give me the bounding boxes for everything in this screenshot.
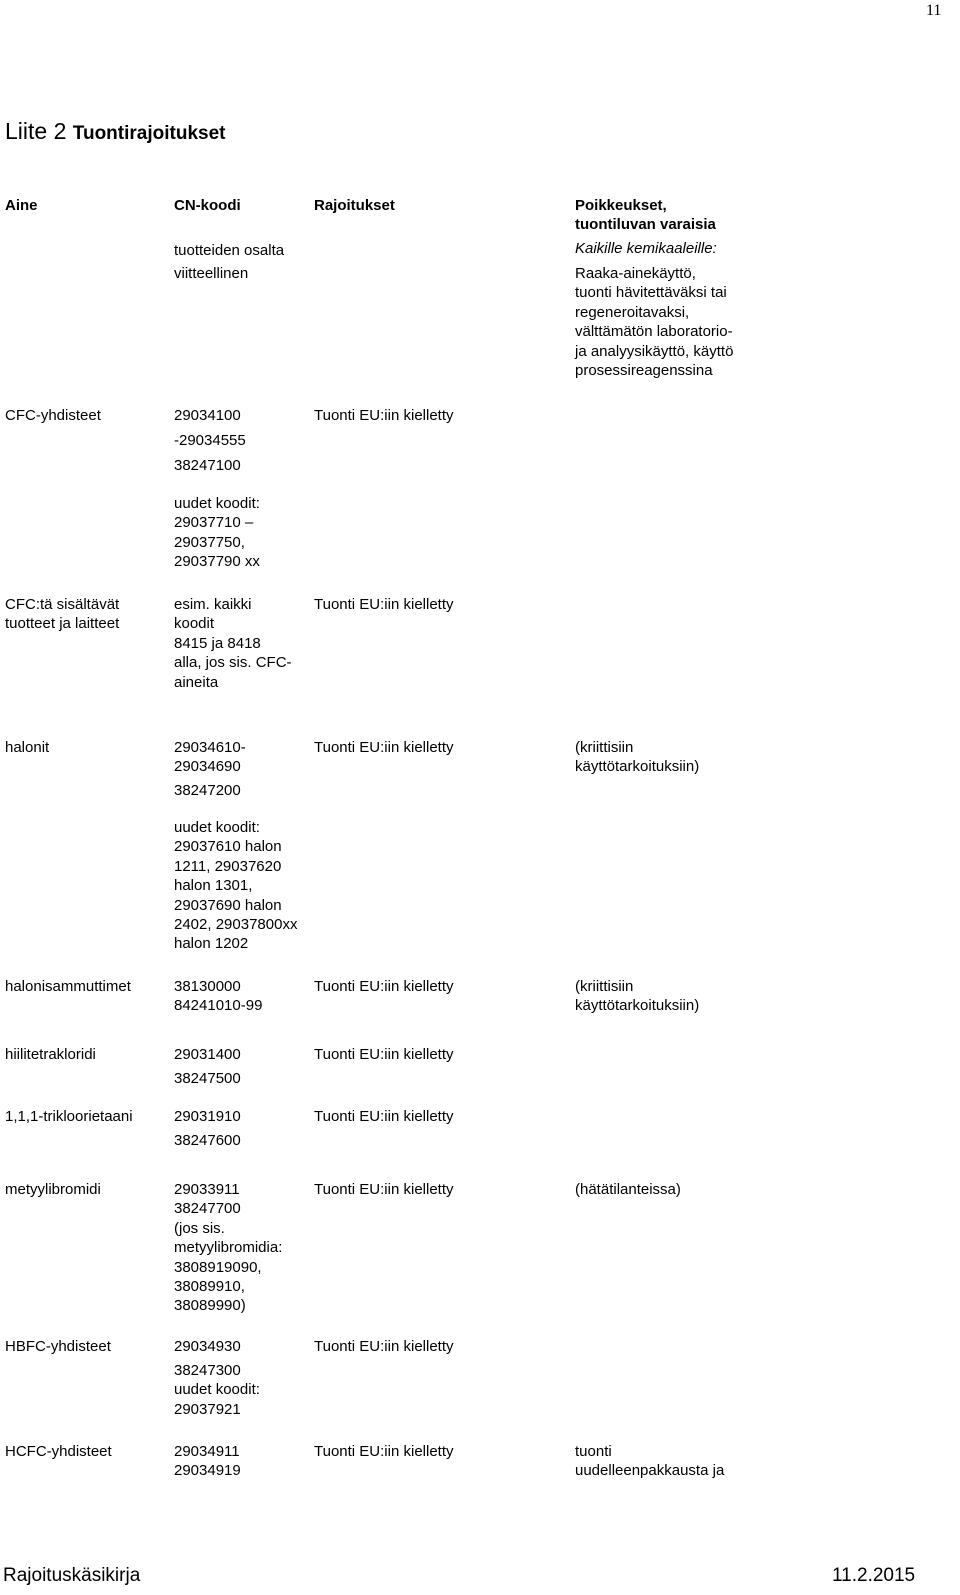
cell-cn: 29034911 29034919 [174,1443,241,1480]
header-poikkeukset: Poikkeukset, tuontiluvan varaisia [575,197,716,234]
cell-cn: 38247500 [174,1070,241,1087]
cell-aine: CFC-yhdisteet [5,407,101,424]
poik-note-italic: Kaikille kemikaaleille: [575,240,717,257]
header-aine: Aine [5,197,38,214]
cn-note: tuotteiden osalta viitteellinen [174,242,285,282]
page-number: 11 [926,2,942,19]
cell-rajoitus: Tuonti EU:iin kielletty [314,1181,454,1198]
page-title [5,118,225,145]
cell-cn: 29033911 38247700 (jos sis. metyylibromidia: 3808919090, 38089910, 38089990) [174,1181,283,1315]
cell-aine: halonisammuttimet [5,978,131,995]
cell-aine: CFC:tä sisältävät tuotteet ja laitteet [5,596,120,633]
cell-aine: HCFC-yhdisteet [5,1443,112,1460]
header-rajoitukset: Rajoitukset [314,197,395,214]
cell-cn: uudet koodit: 29037610 halon 1211, 29037620 halon 1301, 29037690 halon 2402, 29037800xx halon 1202 [174,819,298,953]
cell-aine: halonit [5,739,50,756]
cell-cn: 29034610- 29034690 [174,739,246,776]
cell-aine: 1,1,1-trikloorietaani [5,1108,133,1125]
cell-poikkeus: (kriittisiin käyttötarkoituksiin) [575,978,700,1015]
cell-cn: 29031910 [174,1108,241,1125]
cell-aine: HBFC-yhdisteet [5,1338,111,1355]
title-prefix: Liite 2 [5,118,67,144]
cell-cn: esim. kaikki koodit 8415 ja 8418 alla, jos sis. CFC- aineita [174,596,292,691]
title-text: Tuontirajoitukset [72,123,226,144]
cell-rajoitus: Tuonti EU:iin kielletty [314,1108,454,1125]
footer-title: Rajoituskäsikirja [3,1565,141,1586]
cell-cn: 38247600 [174,1132,241,1149]
cell-rajoitus: Tuonti EU:iin kielletty [314,596,454,613]
header-cn-koodi: CN-koodi [174,197,241,214]
cell-rajoitus: Tuonti EU:iin kielletty [314,1443,454,1460]
cell-poikkeus: (kriittisiin käyttötarkoituksiin) [575,739,700,776]
cell-rajoitus: Tuonti EU:iin kielletty [314,739,454,756]
cell-cn: 29031400 [174,1046,241,1063]
cell-poikkeus: (hätätilanteissa) [575,1181,681,1198]
cell-cn: -29034555 [174,432,246,449]
cell-cn: 38247300 uudet koodit: 29037921 [174,1362,260,1418]
cell-cn: 38247100 [174,457,241,474]
poik-note: Raaka-ainekäyttö, tuonti hävitettäväksi tai regeneroitavaksi, välttämätön laboratorio- ja analyysikäyttö, käyttö prosessireagenssina [575,265,734,380]
cell-cn: 38130000 84241010-99 [174,978,263,1015]
cell-aine: metyylibromidi [5,1181,101,1198]
cell-cn: 38247200 [174,782,241,799]
cell-cn: 29034930 [174,1338,241,1355]
cell-rajoitus: Tuonti EU:iin kielletty [314,407,454,424]
cell-poikkeus: tuonti uudelleenpakkausta ja [575,1443,725,1480]
cell-rajoitus: Tuonti EU:iin kielletty [314,978,454,995]
footer-date: 11.2.2015 [832,1565,916,1586]
cell-cn: uudet koodit: 29037710 – 29037750, 29037790 xx [174,495,260,571]
cell-aine: hiilitetrakloridi [5,1046,96,1063]
cell-cn: 29034100 [174,407,241,424]
cell-rajoitus: Tuonti EU:iin kielletty [314,1338,454,1355]
cell-rajoitus: Tuonti EU:iin kielletty [314,1046,454,1063]
